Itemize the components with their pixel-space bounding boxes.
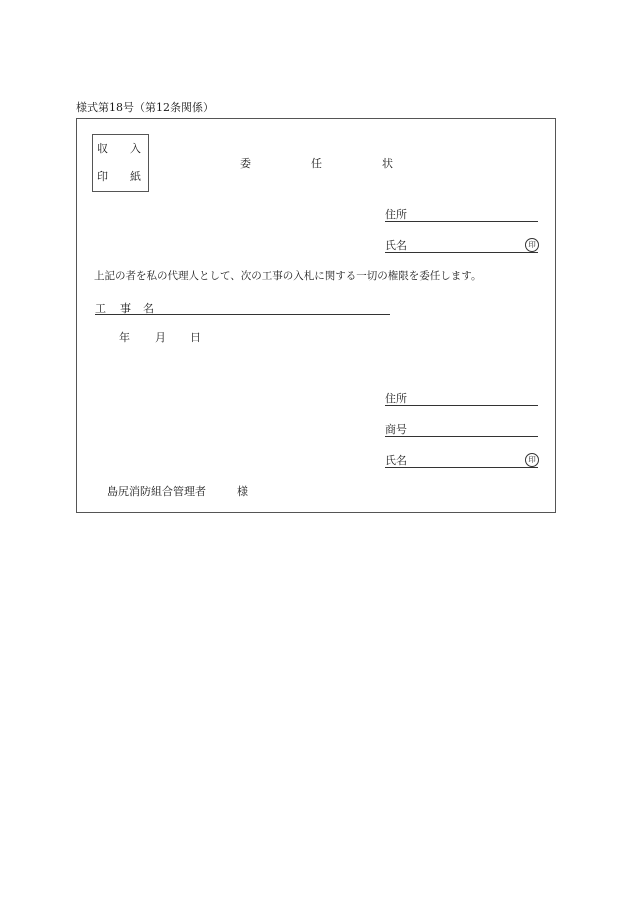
title-char-3: 状 (382, 157, 393, 170)
agent-address-label: 住所 (385, 208, 407, 221)
addressee-honorific: 様 (237, 485, 248, 498)
project-label-char-3: 名 (143, 302, 154, 315)
principal-name-field[interactable] (385, 467, 538, 468)
stamp-char-4: 紙 (130, 170, 141, 183)
project-label-char-2: 事 (120, 302, 131, 315)
date-month-label: 月 (155, 331, 166, 344)
project-name-field[interactable] (95, 314, 390, 315)
agent-seal-mark: 印 (525, 238, 539, 252)
date-day-label: 日 (190, 331, 201, 344)
agent-name-field[interactable] (385, 252, 538, 253)
principal-name-label: 氏名 (385, 454, 407, 467)
principal-address-label: 住所 (385, 392, 407, 405)
title-char-1: 委 (240, 157, 251, 170)
principal-address-field[interactable] (385, 405, 538, 406)
addressee-organization: 島尻消防組合管理者 (107, 485, 206, 498)
principal-trade-name-label: 商号 (385, 423, 407, 436)
principal-trade-name-field[interactable] (385, 436, 538, 437)
principal-seal-mark: 印 (525, 453, 539, 467)
title-char-2: 任 (311, 157, 322, 170)
stamp-char-3: 印 (97, 170, 108, 183)
agent-name-label: 氏名 (385, 239, 407, 252)
form-number-header: 様式第18号（第12条関係） (76, 101, 214, 114)
project-label-char-1: 工 (95, 302, 106, 315)
delegation-statement: 上記の者を私の代理人として、次の工事の入札に関する一切の権限を委任します。 (94, 270, 482, 282)
stamp-char-1: 収 (97, 142, 108, 155)
agent-address-field[interactable] (385, 221, 538, 222)
date-year-label: 年 (119, 331, 130, 344)
stamp-char-2: 入 (130, 142, 141, 155)
